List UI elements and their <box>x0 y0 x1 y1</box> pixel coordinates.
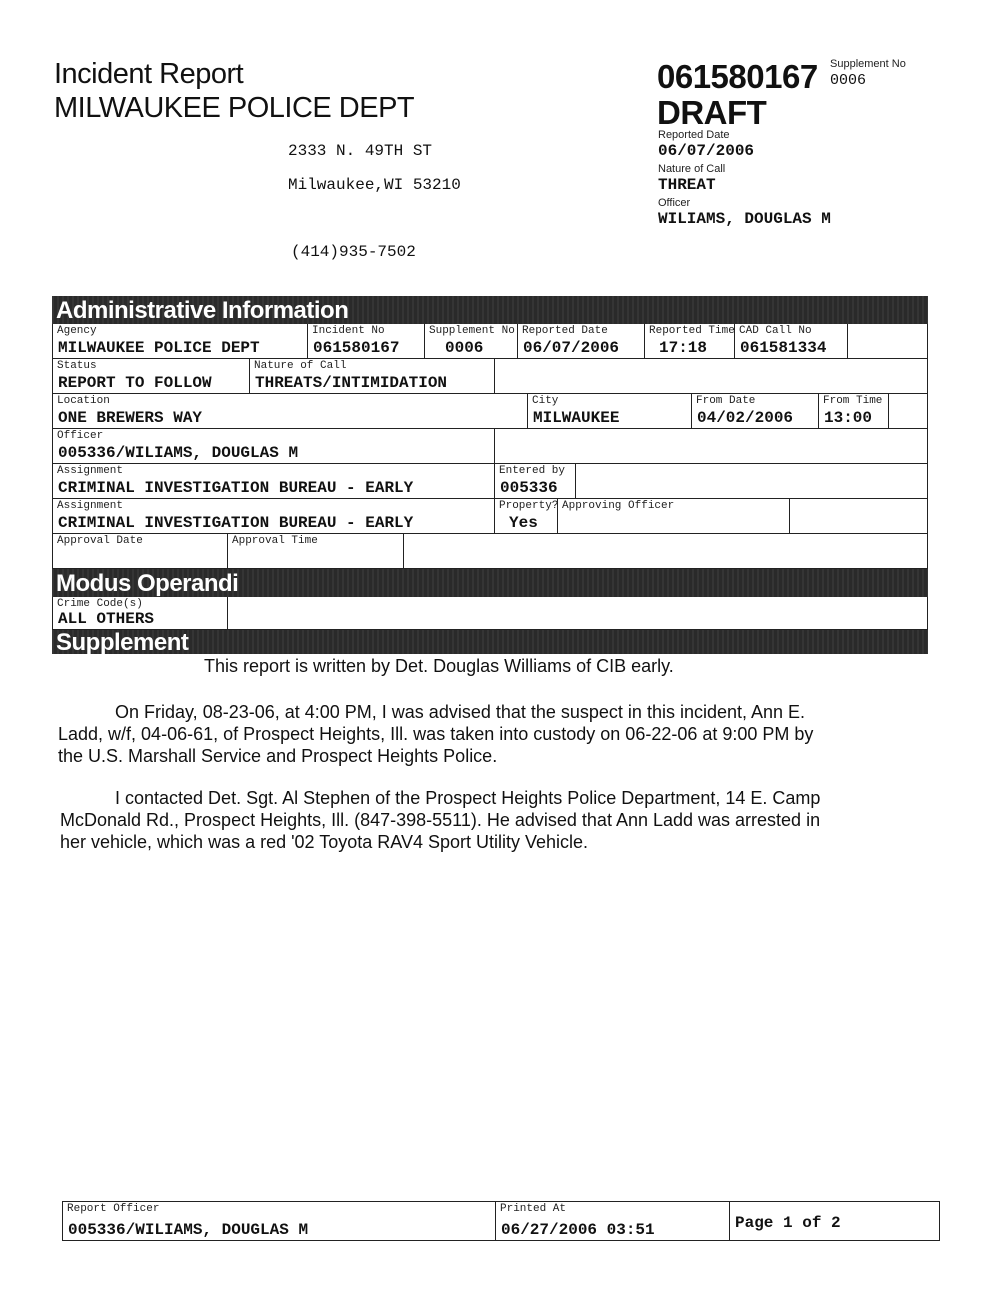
cad-label: CAD Call No <box>739 325 812 337</box>
supplement-no-cell <box>425 324 518 358</box>
approval-date-label: Approval Date <box>57 535 143 547</box>
location-cell <box>53 394 528 428</box>
nature-value: THREATS/INTIMIDATION <box>255 374 448 392</box>
admin-row-6 <box>52 499 928 534</box>
narrative-p2-line2: McDonald Rd., Prospect Heights, Ill. (847-398-5511). He advised that Ann Ladd was arrested in <box>60 810 821 830</box>
phone-number: (414)935-7502 <box>291 243 416 261</box>
admin-row-4 <box>52 429 928 464</box>
narrative-p1-line1: On Friday, 08-23-06, at 4:00 PM, I was advised that the suspect in this incident, Ann E. <box>115 702 806 722</box>
admin-row-7 <box>52 534 928 569</box>
admin-row-1 <box>52 324 928 359</box>
narrative-p1-line2: Ladd, w/f, 04-06-61, of Prospect Heights, Ill. was taken into custody on 06-22-06 at 9:00 PM by <box>58 724 814 744</box>
crime-codes-value: ALL OTHERS <box>58 610 155 628</box>
status-cell <box>53 359 250 393</box>
incident-no-value: 061580167 <box>313 339 400 357</box>
city-value: MILWAUKEE <box>533 409 620 427</box>
report-officer-cell <box>63 1202 496 1240</box>
from-time-value: 13:00 <box>824 409 873 427</box>
nature-cell <box>250 359 495 393</box>
incident-form <box>52 296 928 654</box>
report-officer-label: Report Officer <box>67 1203 160 1215</box>
property-cell <box>495 499 558 533</box>
incident-no-label: Incident No <box>312 325 385 337</box>
cad-cell <box>735 324 848 358</box>
address-line1: 2333 N. 49TH ST <box>288 142 433 160</box>
officer-header: WILIAMS, DOUGLAS M <box>658 210 831 228</box>
supplement-no-cell-label: Supplement No <box>429 325 515 337</box>
supplement-section-title: Supplement <box>56 629 189 656</box>
modus-row <box>52 597 928 630</box>
modus-section-title: Modus Operandi <box>56 570 239 597</box>
admin-section-title: Administrative Information <box>56 297 349 324</box>
reported-time-label: Reported Time <box>649 325 735 337</box>
from-time-label: From Time <box>823 395 883 407</box>
page-number-cell <box>730 1202 935 1240</box>
city-cell <box>528 394 692 428</box>
entered-by-cell <box>495 464 576 498</box>
modus-section-header <box>52 569 928 597</box>
city-label: City <box>532 395 559 407</box>
from-date-label: From Date <box>696 395 756 407</box>
assignment-label-2: Assignment <box>57 500 124 512</box>
admin-row-5 <box>52 464 928 499</box>
assignment-cell-1 <box>53 464 495 498</box>
from-date-value: 04/02/2006 <box>697 409 794 427</box>
admin-row-2 <box>52 359 928 394</box>
draft-label: DRAFT <box>657 94 767 131</box>
assignment-value-2: CRIMINAL INVESTIGATION BUREAU - EARLY <box>58 514 414 532</box>
supplement-section-header <box>52 630 928 654</box>
reported-date-value: 06/07/2006 <box>523 339 620 357</box>
narrative-p1-line3: the U.S. Marshall Service and Prospect Heights Police. <box>58 746 498 766</box>
supplement-no-label: Supplement No <box>830 58 906 70</box>
property-value: Yes <box>509 514 538 532</box>
approving-officer-cell <box>558 499 790 533</box>
printed-at-label: Printed At <box>500 1203 567 1215</box>
crime-codes-cell <box>53 597 228 629</box>
officer-cell <box>53 429 495 463</box>
from-time-cell <box>819 394 889 428</box>
status-value: REPORT TO FOLLOW <box>58 374 212 392</box>
incident-number-header: 061580167 <box>657 58 818 95</box>
reported-date-label: Reported Date <box>658 129 730 141</box>
narrative-p2-line3: her vehicle, which was a red '02 Toyota RAV4 Sport Utility Vehicle. <box>60 832 589 852</box>
assignment-value-1: CRIMINAL INVESTIGATION BUREAU - EARLY <box>58 479 414 497</box>
printed-at-value: 06/27/2006 03:51 <box>501 1221 655 1239</box>
entered-by-label: Entered by <box>499 465 566 477</box>
reported-time-cell <box>645 324 735 358</box>
approval-date-cell <box>53 534 228 568</box>
admin-row-3 <box>52 394 928 429</box>
narrative-p2-line1: I contacted Det. Sgt. Al Stephen of the Prospect Heights Police Department, 14 E. Camp <box>115 788 821 808</box>
officer-value: 005336/WILIAMS, DOUGLAS M <box>58 444 299 462</box>
assignment-label-1: Assignment <box>57 465 124 477</box>
approval-time-cell <box>228 534 404 568</box>
printed-at-cell <box>496 1202 730 1240</box>
assignment-cell-2 <box>53 499 495 533</box>
status-label: Status <box>57 360 97 372</box>
agency-cell <box>53 324 308 358</box>
nature-cell-label: Nature of Call <box>254 360 347 372</box>
cad-value: 061581334 <box>740 339 827 357</box>
location-value: ONE BREWERS WAY <box>58 409 203 427</box>
nature-label: Nature of Call <box>658 163 726 175</box>
department-name: MILWAUKEE POLICE DEPT <box>54 92 415 124</box>
report-officer-value: 005336/WILIAMS, DOUGLAS M <box>68 1221 309 1239</box>
nature-header: THREAT <box>658 176 716 194</box>
report-footer <box>62 1201 940 1241</box>
supplement-no-value: 0006 <box>445 339 484 357</box>
property-label: Property? <box>499 500 559 512</box>
report-title: Incident Report <box>54 58 244 90</box>
reported-date-cell <box>518 324 645 358</box>
agency-label: Agency <box>57 325 97 337</box>
page-number: Page 1 of 2 <box>735 1214 841 1232</box>
reported-date-cell-label: Reported Date <box>522 325 608 337</box>
admin-section-header <box>52 296 928 324</box>
from-date-cell <box>692 394 819 428</box>
officer-label: Officer <box>658 197 691 209</box>
location-label: Location <box>57 395 110 407</box>
address-line2: Milwaukee,WI 53210 <box>288 176 461 194</box>
approval-time-label: Approval Time <box>232 535 318 547</box>
agency-value: MILWAUKEE POLICE DEPT <box>58 339 260 357</box>
entered-by-value: 005336 <box>500 479 558 497</box>
officer-cell-label: Officer <box>57 430 104 442</box>
approving-officer-label: Approving Officer <box>562 500 675 512</box>
incident-no-cell <box>308 324 425 358</box>
reported-date-header: 06/07/2006 <box>658 142 755 160</box>
crime-codes-label: Crime Code(s) <box>57 598 143 610</box>
narrative-intro: This report is written by Det. Douglas Williams of CIB early. <box>204 656 674 676</box>
reported-time-value: 17:18 <box>659 339 708 357</box>
supplement-no-header: 0006 <box>830 72 867 89</box>
